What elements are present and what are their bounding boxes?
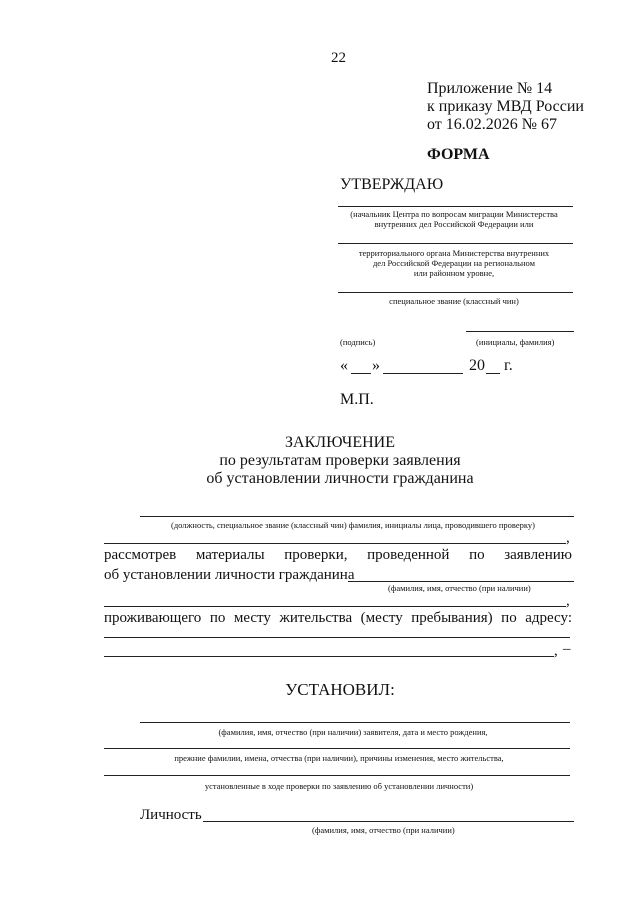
official-line-2 bbox=[104, 543, 566, 544]
comma-3: , bbox=[554, 643, 558, 659]
approval-caption-2c: или районном уровне, bbox=[413, 268, 495, 278]
official-line bbox=[140, 516, 574, 517]
date-close-quote: » bbox=[372, 357, 380, 374]
considered-word-5: по bbox=[469, 547, 485, 563]
considered-word-4: проведенной bbox=[367, 547, 450, 563]
document-title: ЗАКЛЮЧЕНИЕ bbox=[285, 434, 395, 451]
appendix-line-1: Приложение № 14 bbox=[427, 80, 553, 97]
considered-word-2: материалы bbox=[195, 547, 265, 563]
residing-word-5: (месту bbox=[360, 610, 403, 626]
applicant-line-2 bbox=[104, 606, 566, 607]
initials-caption: (инициалы, фамилия) bbox=[476, 337, 555, 347]
date-year-line bbox=[486, 373, 500, 374]
considered-word-1: рассмотрев bbox=[104, 547, 177, 563]
residing-word-7: по bbox=[501, 610, 517, 626]
approval-caption-1a: (начальник Центра по вопросам миграции Министерства bbox=[350, 209, 558, 219]
official-caption: (должность, специальное звание (классный чин) фамилия, инициалы лица, проводившего проверку) bbox=[171, 520, 535, 530]
dash: – bbox=[563, 641, 571, 657]
approval-caption-2a: территориального органа Министерства внутренних bbox=[358, 248, 550, 258]
established-caption-1: (фамилия, имя, отчество (при наличии) заявителя, дата и место рождения, bbox=[218, 727, 488, 737]
comma-1: , bbox=[566, 530, 570, 546]
initials-line bbox=[466, 331, 574, 332]
established-caption-3: установленные в ходе проверки по заявлению об установлении личности) bbox=[204, 781, 474, 791]
residing-word-3: месту bbox=[233, 610, 271, 626]
established-line-2 bbox=[104, 748, 570, 749]
established-caption-2: прежние фамилии, имена, отчества (при наличии), причины изменения, место жительства, bbox=[174, 753, 504, 763]
appendix-line-3: от 16.02.2026 № 67 bbox=[427, 116, 558, 133]
form-label: ФОРМА bbox=[427, 146, 490, 163]
identity-caption: (фамилия, имя, отчество (при наличии) bbox=[312, 825, 455, 835]
approval-caption-2b: дел Российской Федерации на региональном bbox=[372, 258, 536, 268]
seal-label: М.П. bbox=[340, 391, 374, 408]
date-open-quote: « bbox=[340, 357, 348, 374]
approval-title: УТВЕРЖДАЮ bbox=[340, 176, 444, 193]
residing-word-2: по bbox=[209, 610, 226, 626]
residing-word-6: пребывания) bbox=[411, 610, 493, 626]
approval-line-3 bbox=[338, 292, 573, 293]
date-month-line bbox=[383, 373, 463, 374]
identity-label: Личность bbox=[140, 807, 202, 823]
approval-caption-1b: внутренних дел Российской Федерации или bbox=[374, 219, 534, 229]
residing-word-4: жительства bbox=[279, 610, 353, 626]
signature-caption: (подпись) bbox=[340, 337, 376, 347]
applicant-fio-caption: (фамилия, имя, отчество (при наличии) bbox=[388, 583, 531, 593]
page-number: 22 bbox=[331, 50, 346, 66]
establishment-text: об установлении личности гражданина bbox=[104, 567, 355, 583]
year-prefix: 20 bbox=[469, 357, 485, 374]
address-line-1 bbox=[104, 637, 570, 638]
date-day-line bbox=[351, 373, 371, 374]
identity-line bbox=[203, 821, 574, 822]
considered-word-3: проверки, bbox=[284, 547, 348, 563]
approval-caption-3: специальное звание (классный чин) bbox=[389, 296, 519, 306]
established-title: УСТАНОВИЛ: bbox=[285, 680, 395, 699]
address-line-2 bbox=[104, 656, 554, 657]
year-suffix: г. bbox=[504, 357, 513, 374]
appendix-line-2: к приказу МВД России bbox=[427, 98, 584, 115]
residing-word-1: проживающего bbox=[104, 610, 202, 626]
comma-2: , bbox=[566, 593, 570, 609]
document-subtitle-2: об установлении личности гражданина bbox=[206, 470, 474, 487]
considered-text bbox=[104, 547, 572, 564]
approval-line-1 bbox=[338, 206, 573, 207]
document-subtitle-1: по результатам проверки заявления bbox=[219, 452, 461, 469]
considered-word-6: заявлению bbox=[504, 547, 572, 563]
residing-word-8: адресу: bbox=[525, 610, 572, 626]
established-line-3 bbox=[104, 775, 570, 776]
established-line-1 bbox=[140, 722, 570, 723]
applicant-fio-line bbox=[348, 581, 574, 582]
residing-text bbox=[104, 610, 572, 627]
approval-line-2 bbox=[338, 243, 573, 244]
